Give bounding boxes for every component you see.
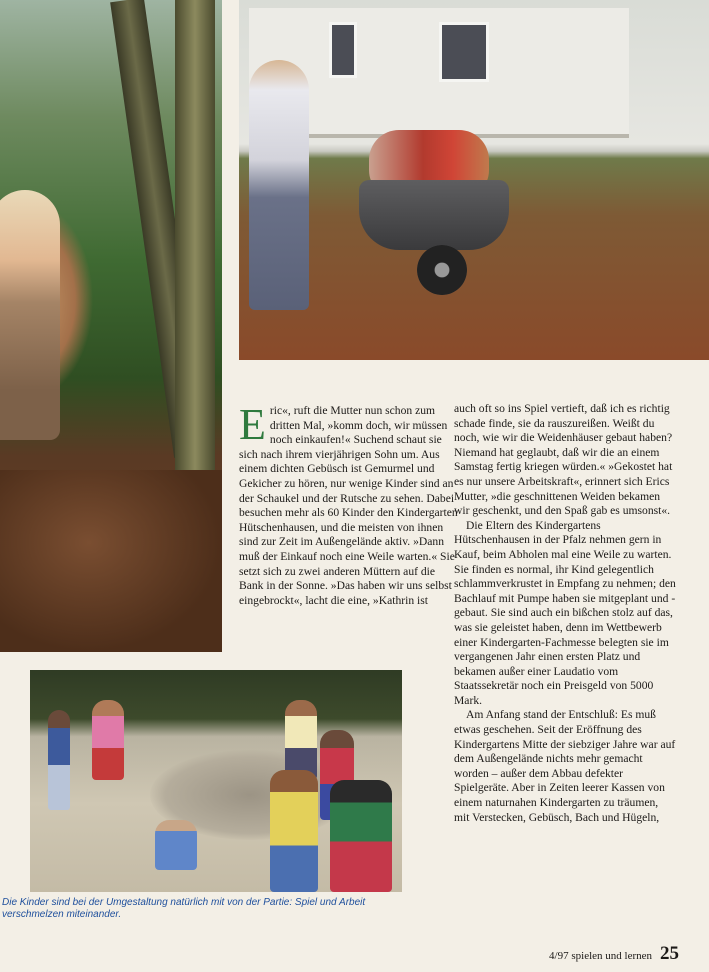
child-figure xyxy=(92,700,124,780)
drop-cap: E xyxy=(239,400,266,449)
child-figure xyxy=(155,820,197,870)
article-paragraph: ric«, ruft die Mutter nun schon zum dritten Mal, »komm doch, wir müssen noch einkaufen!« Suchend schaut sie sich nach ihrem vierjährigen Sohn um. Aus einem dichten Gebüsch ist Gemurmel und Gekicher zu hören, nur wenige Kinder sind an der Schaukel und der Rutsche zu sehen. Dabei besuchen mehr als 60 Kinder den Kindergarten Hütschenhausen, und die meisten von ihnen sind zur Zeit im Außengelände aktiv. »Dann muß der Einkauf noch eine Weile warten.« Sie setzt sich zu zwei anderen Müttern auf die Bank in der Sonne. »Das haben wir uns selbst eingebrockt«, lacht die eine, »Kathrin ist xyxy=(239,404,458,607)
soil-pile xyxy=(0,470,222,652)
photo-child-with-shovel xyxy=(0,0,222,652)
issue-label: 4/97 spielen und lernen xyxy=(549,950,652,962)
article-paragraph: Am Anfang stand der Entschluß: Es muß etwas geschehen. Seit der Eröffnung des Kindergartens Mitte der siebziger Jahre war auf dem Außengelände nichts mehr gemacht worden – außer dem Abbau defekter Spielgeräte. Aber in Zeiten leerer Kassen von einem naturnahen Kindergarten zu träumen, mit Verstecken, Gebüsch, Bach und Hügeln, xyxy=(454,708,676,824)
article-column-left xyxy=(239,400,461,608)
child-figure xyxy=(48,710,70,810)
page-number: 25 xyxy=(660,943,679,964)
wheelbarrow xyxy=(359,180,509,250)
child-figure xyxy=(330,780,392,892)
article-column-right xyxy=(454,402,676,825)
child-figure xyxy=(0,190,60,440)
article-paragraph: auch oft so ins Spiel vertieft, daß ich es richtig schade finde, sie da rauszureißen. Weißt du noch, wie wir die Weidenhäuser gebaut haben? Niemand hat geglaubt, daß wir die an einem Samstag fertig kriegen würden.« »Gekostet hat es nur unsere Arbeitskraft«, erinnert sich Erics Mutter, »die geschnittenen Weiden bekamen wir geschenkt, und den Spaß gab es umsonst«. xyxy=(454,402,673,518)
page-footer xyxy=(549,943,679,965)
window xyxy=(329,22,357,78)
photo-wheelbarrow xyxy=(239,0,709,360)
child-figure xyxy=(270,770,318,892)
photo-caption: Die Kinder sind bei der Umgestaltung natürlich mit von der Partie: Spiel und Arbeit verschmelzen miteinander. xyxy=(2,897,366,920)
man-figure xyxy=(249,60,309,310)
wheelbarrow-wheel xyxy=(417,245,467,295)
window xyxy=(439,22,489,82)
photo-playground-children xyxy=(30,670,402,892)
article-paragraph: Die Eltern des Kindergartens Hütschenhausen in der Pfalz nehmen gern in Kauf, beim Abholen mal eine Weile zu warten. Sie finden es normal, ihr Kind gelegentlich schlammverkrustet in Empfang zu nehmen; den Bachlauf mit Pumpe haben sie mitgeplant und -gebaut. Sie sind auch ein bißchen stolz auf das, was sie geleistet haben, denn im Wettbewerb einer Kindergarten-Fachmesse belegten sie im vergangenen Jahr einen ersten Platz und bekamen außer einer Laudatio vom Staatssekretär noch ein Preisgeld von 5000 Mark. xyxy=(454,518,676,707)
child-figure xyxy=(285,700,317,780)
